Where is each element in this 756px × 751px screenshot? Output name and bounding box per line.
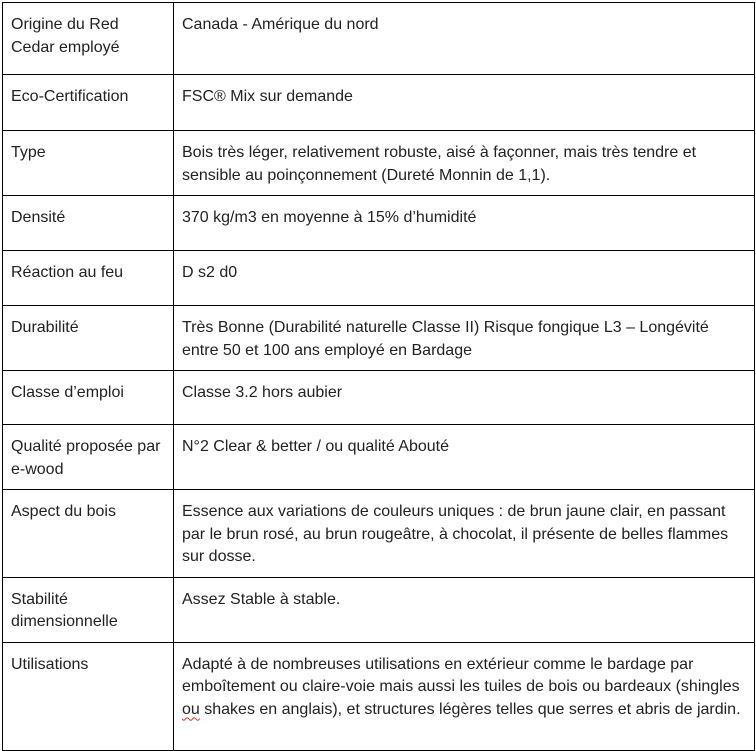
row-label: Aspect du bois [3,490,174,578]
row-value: Bois très léger, relativement robuste, aisé à façonner, mais très tendre et sensible au poinçonnement (Dureté Monnin de 1,1). [174,131,755,196]
row-value: N°2 Clear & better / ou qualité Abouté [174,425,755,490]
row-label: Eco-Certification [3,75,174,131]
row-label: Origine du Red Cedar employé [3,3,174,75]
table-row [3,131,755,196]
table-row [3,196,755,251]
row-label: Utilisations [3,642,174,750]
row-value: Très Bonne (Durabilité naturelle Classe II) Risque fongique L3 – Longévité entre 50 et 100 ans employé en Bardage [174,306,755,371]
table-row [3,577,755,642]
row-label: Type [3,131,174,196]
table-row [3,75,755,131]
row-value: Essence aux variations de couleurs uniques : de brun jaune clair, en passant par le brun rosé, au brun rougeâtre, à chocolat, il présente de belles flammes sur dosse. [174,490,755,578]
row-label: Durabilité [3,306,174,371]
row-value: 370 kg/m3 en moyenne à 15% d’humidité [174,196,755,251]
table-row [3,425,755,490]
row-value: Canada - Amérique du nord [174,3,755,75]
value-text: Adapté à de nombreuses utilisations en extérieur comme le bardage par emboîtement ou claire-voie mais aussi les tuiles de bois ou bardeaux (shingles [182,655,740,695]
table-row [3,306,755,371]
row-label: Réaction au feu [3,251,174,306]
row-value: Classe 3.2 hors aubier [174,371,755,425]
table-row [3,371,755,425]
row-label: Stabilité dimensionnelle [3,577,174,642]
table-row [3,490,755,578]
spellcheck-flagged-word[interactable]: ou [182,700,200,718]
row-value: D s2 d0 [174,251,755,306]
properties-table [2,2,755,751]
value-text: shakes en anglais), et structures légères telles que serres et abris de jardin. [199,700,741,718]
table-row [3,251,755,306]
row-value: Assez Stable à stable. [174,577,755,642]
table-row [3,642,755,750]
table-row [3,3,755,75]
row-label: Classe d’emploi [3,371,174,425]
row-label: Qualité proposée par e-wood [3,425,174,490]
row-value: FSC® Mix sur demande [174,75,755,131]
row-label: Densité [3,196,174,251]
row-value [174,642,755,750]
